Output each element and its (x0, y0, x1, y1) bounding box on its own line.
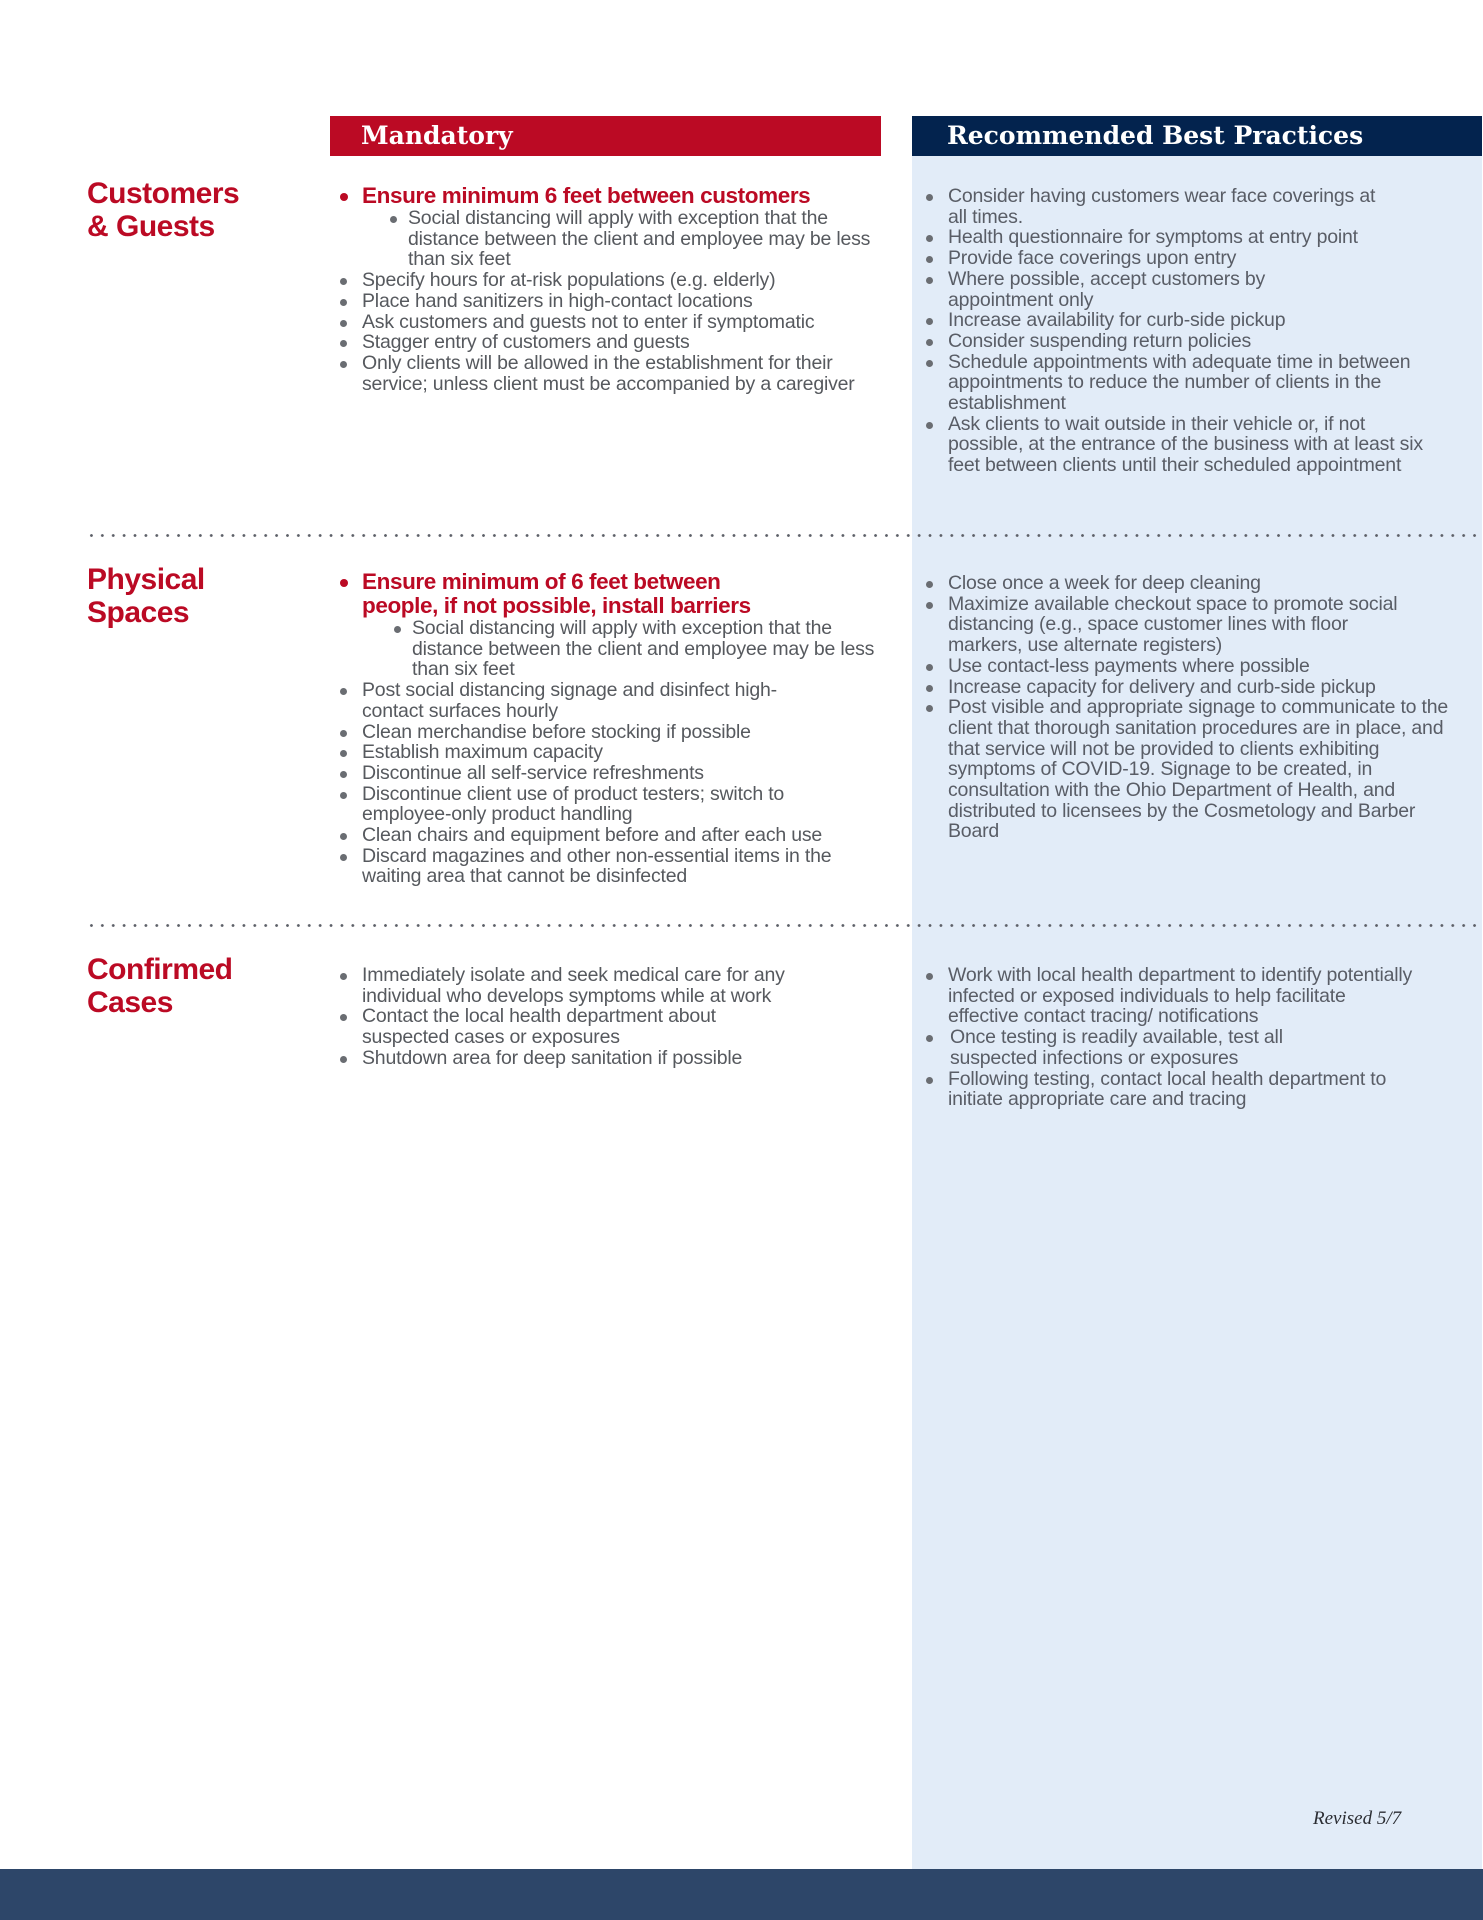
list-item-key: Ensure minimum of 6 feet between people, if not possible, install barriers (336, 570, 802, 618)
list-item: Specify hours for at-risk populations (e.g. elderly) (336, 270, 876, 291)
section-title-physical-spaces (87, 563, 205, 629)
list-item: Work with local health department to identify potentially infected or exposed individuals to help facilitate effective contact tracing/ notifications (922, 965, 1418, 1027)
footer-bar (0, 1869, 1483, 1920)
revised-date: Revised 5/7 (1313, 1808, 1402, 1829)
list-item: Schedule appointments with adequate time in between appointments to reduce the number of clients in the establishment (922, 352, 1442, 414)
list-item: Shutdown area for deep sanitation if possible (336, 1048, 876, 1069)
mandatory-header: Mandatory (330, 116, 881, 156)
section-divider (86, 534, 1483, 537)
list-item: Clean chairs and equipment before and after each use (336, 825, 876, 846)
list-item: Use contact-less payments where possible (922, 656, 1442, 677)
list-item: Ask clients to wait outside in their vehicle or, if not possible, at the entrance of the business with at least six feet between clients until their scheduled appointment (922, 414, 1438, 476)
list-item: Discontinue client use of product testers; switch to employee-only product handling (336, 784, 862, 825)
list-item: Place hand sanitizers in high-contact locations (336, 291, 876, 312)
list-item: Health questionnaire for symptoms at entry point (922, 227, 1442, 248)
list-item: Clean merchandise before stocking if possible (336, 722, 876, 743)
list-item: Where possible, accept customers by appointment only (922, 269, 1288, 310)
list-item-sub: Social distancing will apply with exception that the distance between the client and employee may be less than six feet (336, 618, 876, 680)
recommended-list-customers-guests (922, 186, 1442, 476)
list-item: Discontinue all self-service refreshments (336, 763, 876, 784)
list-item: Provide face coverings upon entry (922, 248, 1442, 269)
section-title-line: Customers (87, 177, 240, 210)
section-title-confirmed-cases (87, 953, 233, 1019)
list-item: Consider having customers wear face coverings at all times. (922, 186, 1388, 227)
mandatory-list-customers-guests (336, 184, 876, 394)
list-item: Establish maximum capacity (336, 742, 876, 763)
list-item: Increase availability for curb-side pickup (922, 310, 1442, 331)
list-item: Contact the local health department about suspected cases or exposures (336, 1006, 792, 1047)
recommended-list-confirmed-cases (922, 965, 1442, 1110)
recommended-header: Recommended Best Practices (912, 116, 1482, 156)
mandatory-list-physical-spaces (336, 570, 876, 887)
mandatory-list-confirmed-cases (336, 965, 876, 1069)
list-item: Only clients will be allowed in the establishment for their service; unless client must be accompanied by a caregiver (336, 353, 876, 394)
section-title-line: Confirmed (87, 953, 233, 986)
recommended-list-physical-spaces (922, 572, 1449, 843)
list-item: Post social distancing signage and disinfect high-contact surfaces hourly (336, 680, 792, 721)
list-item: Maximize available checkout space to promote social distancing (e.g., space customer lines with floor markers, use alternate registers) (922, 594, 1398, 656)
list-item-key: Ensure minimum 6 feet between customers (336, 184, 876, 208)
list-item: Once testing is readily available, test all suspected infections or exposures (922, 1027, 1350, 1068)
list-item: Increase capacity for delivery and curb-side pickup (922, 677, 1388, 698)
list-item: Consider suspending return policies (922, 331, 1442, 352)
section-divider (86, 924, 1483, 927)
section-title-line: & Guests (87, 210, 215, 243)
list-item: Following testing, contact local health department to initiate appropriate care and tracing (922, 1069, 1428, 1110)
section-title-line: Physical (87, 563, 205, 596)
section-title-line: Spaces (87, 596, 190, 629)
list-item: Immediately isolate and seek medical care for any individual who develops symptoms while at work (336, 965, 802, 1006)
section-title-line: Cases (87, 986, 173, 1019)
list-item: Stagger entry of customers and guests (336, 332, 876, 353)
list-item-sub: Social distancing will apply with exception that the distance between the client and employee may be less than six feet (336, 208, 876, 270)
list-item: Discard magazines and other non-essential items in the waiting area that cannot be disinfected (336, 846, 882, 887)
list-item: Post visible and appropriate signage to communicate to the client that thorough sanitation procedures are in place, and that service will not be provided to clients exhibiting symptoms of COVID-19. Signage to be created, in consultation with the Ohio Department of Health, and distributed to licensees by the Cosmetology and Barber Board (922, 697, 1453, 842)
section-title-customers-guests (87, 177, 239, 243)
list-item: Close once a week for deep cleaning (922, 573, 1442, 594)
list-item: Ask customers and guests not to enter if symptomatic (336, 312, 876, 333)
